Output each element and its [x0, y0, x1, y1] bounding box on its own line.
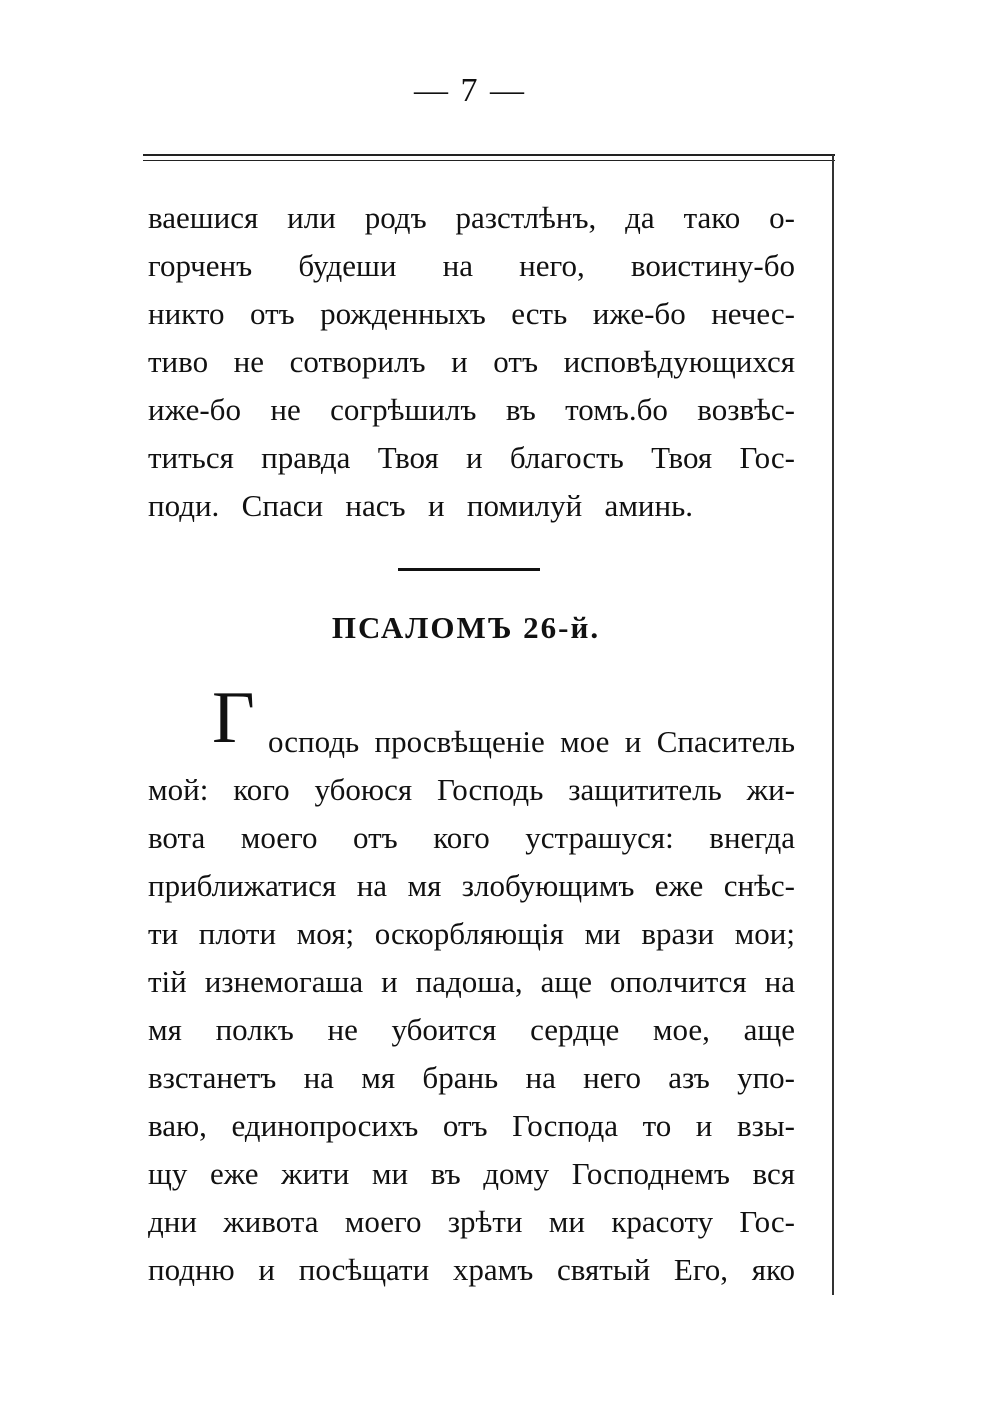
text-line: тій изнемогаша и падоша, аще ополчится на — [148, 964, 795, 999]
text-line: дни живота моего зрѣти ми красоту Гос- — [148, 1204, 795, 1239]
section-heading: ПСАЛОМЪ 26-й. — [331, 610, 601, 645]
text-line: мой: кого убоюся Господь защититель жи- — [148, 772, 795, 807]
top-rule — [143, 154, 835, 156]
text-line: иже-бо не согрѣшилъ въ томъ.бо возвѣс- — [148, 392, 795, 427]
top-rule-thin — [143, 160, 835, 161]
text-line: подню и посѣщати храмъ святый Его, яко — [148, 1252, 795, 1287]
text-line: тиво не сотворилъ и отъ исповѣдующихся — [148, 344, 795, 379]
text-line: поди. Спаси насъ и помилуй аминь. — [148, 488, 693, 523]
text-line: ти плоти моя; оскорбляющія ми врази мои; — [148, 916, 795, 951]
margin-line — [832, 155, 834, 1295]
text-line: взстанетъ на мя брань на него азъ упо- — [148, 1060, 795, 1095]
text-line: ваешися или родъ разстлѣнъ, да тако о- — [148, 200, 795, 235]
text-line: ваю, единопросихъ отъ Господа то и взы- — [148, 1108, 795, 1143]
text-line: мя полкъ не убоится сердце мое, аще — [148, 1012, 795, 1047]
text-line: приближатися на мя злобующимъ еже снѣс- — [148, 868, 795, 903]
text-line: осподь просвѣщеніе мое и Спаситель — [268, 724, 795, 759]
text-line: титься правда Твоя и благость Твоя Гос- — [148, 440, 795, 475]
text-line: горченъ будеши на него, воистину-бо — [148, 248, 795, 283]
text-line: никто отъ рожденныхъ есть иже-бо нечес- — [148, 296, 795, 331]
drop-cap: Г — [212, 677, 255, 759]
text-line: вота моего отъ кого устрашуся: внегда — [148, 820, 795, 855]
section-separator — [398, 568, 540, 571]
text-line: щу еже жити ми въ дому Господнемъ вся — [148, 1156, 795, 1191]
page-number: — 7 — — [414, 72, 526, 109]
